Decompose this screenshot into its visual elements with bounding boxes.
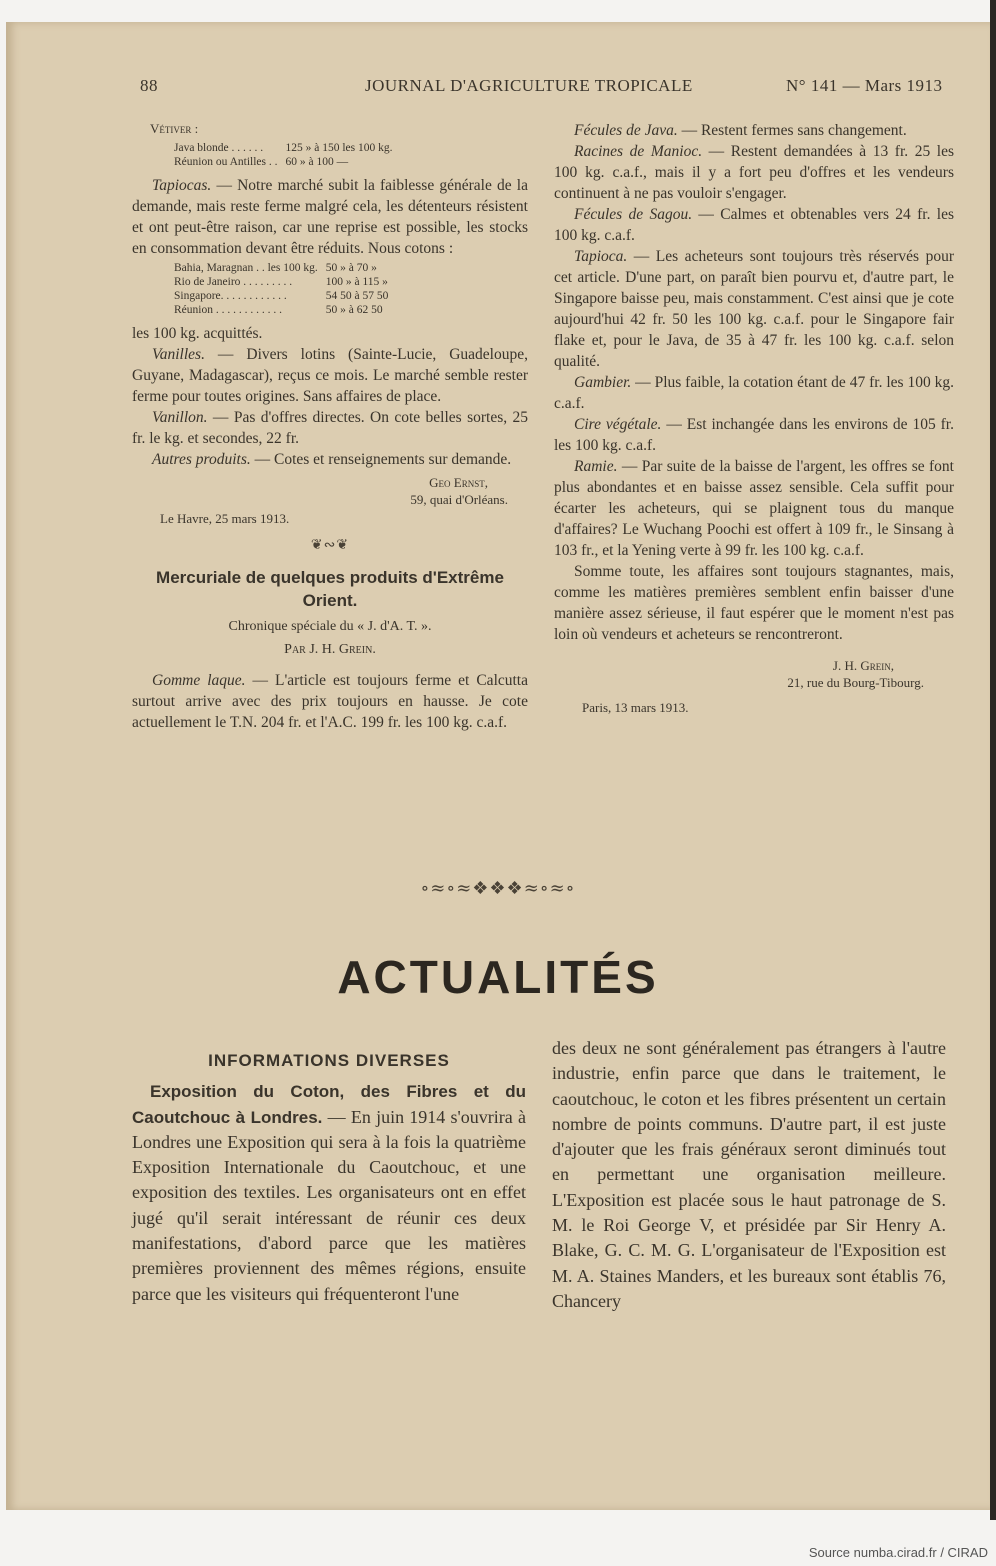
place-date: Le Havre, 25 mars 1913. — [160, 511, 290, 526]
text: — Plus faible, la cotation étant de 47 fr. les 100 kg. c.a.f. — [554, 374, 954, 412]
lead: Fécules de Sagou. — [574, 206, 693, 223]
signature-name: Geo Ernst, — [429, 475, 488, 490]
tapioca-table — [170, 261, 392, 317]
place-date: Paris, 13 mars 1913. — [582, 700, 689, 715]
text: — Calmes et obtenables vers 24 fr. les 100 kg. c.a.f. — [554, 206, 954, 244]
gomme-paragraph — [132, 670, 528, 733]
chronique-line: Chronique spéciale du « J. d'A. T. ». — [228, 619, 432, 634]
cell: Java blonde . . . . . . — [174, 142, 264, 154]
text: Somme toute, les affaires sont toujours stagnantes, mais, comme les matières premières semblent enfin baisser d'une manière assez sérieuse, il faut espérer que le moment n'est pas loin où vendeurs et acheteurs se rencontreront. — [554, 563, 954, 643]
lead: Fécules de Java. — [574, 122, 678, 139]
actualites-title: ACTUALITÉS — [337, 951, 659, 1003]
divider-ornament-icon: ∘≈∘≈❖❖❖≈∘≈∘ — [420, 878, 576, 899]
cell: 60 » à 100 — — [285, 156, 349, 168]
cell: 50 » à 70 » — [325, 262, 377, 274]
vanillon-paragraph — [132, 407, 528, 449]
journal-title: JOURNAL D'AGRICULTURE TROPICALE — [365, 76, 693, 95]
tapiocas-paragraph — [132, 175, 528, 259]
cell: 50 » à 62 50 — [325, 304, 383, 316]
lead: Racines de Manioc. — [574, 143, 703, 160]
table-row — [170, 289, 392, 303]
paragraph — [554, 120, 954, 141]
lead: Gomme laque. — [152, 672, 246, 689]
address: 21, rue du Bourg-Tibourg. — [787, 675, 924, 690]
cell: 100 » à 115 » — [325, 276, 388, 288]
paragraph — [554, 456, 954, 561]
signature — [132, 474, 528, 491]
cell: Réunion . . . . . . . . . . . . — [174, 304, 282, 316]
table-row — [170, 141, 397, 155]
book-spine — [990, 0, 996, 1520]
cell: Rio de Janeiro . . . . . . . . . — [174, 276, 293, 288]
vetiver-table — [170, 141, 397, 169]
author-line: Par J. H. Grein. — [284, 642, 376, 657]
paragraph — [554, 561, 954, 645]
actualites-right-column — [552, 1036, 946, 1314]
lead: Vanillon. — [152, 409, 208, 426]
table-row — [170, 303, 392, 317]
text: — L'article est toujours ferme et Calcutta surtout arrive avec des prix toujours en hausse. Je cote actuellement le T.N. 204 fr. et l'A.C. 199 fr. les 100 kg. c.a.f. — [132, 672, 528, 731]
article-continuation: des deux ne sont généralement pas étrangers à l'autre industrie, enfin parce que dans le traitement, le caoutchouc, le coton et les fibres présentent un certain nombre de points communs. D'autre part, il est juste d'ajouter que les frais généraux seront diminués tout en permettant une organisation meilleure. L'Exposition est placée sous le haut patronage de S. M. le Roi George V, et présidée par Sir Henry A. Blake, G. C. M. G. L'organisateur de l'Exposition est M. A. Staines Manders, et les bureaux sont établis 76, Chancery — [552, 1038, 946, 1311]
text: — Par suite de la baisse de l'argent, les offres se font plus abondantes et en baisse assez sensible. Cela suffit pour écarter les acheteurs, qui se plaignent tous du manque d'affaires? Le Wuchang Poochi est offert à 109 fr., le Sinsang à 103 fr., et la Yening verte à 99 fr. les 100 kg. c.a.f. — [554, 458, 954, 559]
article-paragraph — [132, 1079, 526, 1307]
ornament-icon: ❦∾❦ — [310, 538, 350, 553]
vetiver-heading: Vétiver : — [150, 121, 199, 136]
cell: Bahia, Maragnan . . les 100 kg. — [174, 262, 318, 274]
lead: Cire végétale. — [574, 416, 662, 433]
issue-info: N° 141 — Mars 1913 — [786, 76, 943, 95]
left-column — [132, 118, 528, 733]
table-row — [170, 261, 392, 275]
cell: Singapore. . . . . . . . . . . . — [174, 290, 287, 302]
paragraph — [554, 246, 954, 372]
signature-name: J. H. Grein, — [832, 658, 894, 673]
paragraph — [554, 372, 954, 414]
table-row — [170, 275, 392, 289]
lead: Gambier. — [574, 374, 632, 391]
paragraph — [554, 204, 954, 246]
section-title: Mercuriale de quelques produits d'Extrême Orient. — [156, 568, 504, 610]
actualites-left-column — [132, 1048, 526, 1307]
text: — Notre marché subit la faiblesse générale de la demande, mais reste ferme malgré cela, les détenteurs résistent et ont peut-être raison, car une reprise est possible, les stocks en consommation devant être réduits. Nous cotons : — [132, 177, 528, 257]
text: — Est inchangée dans les environs de 105 fr. les 100 kg. c.a.f. — [554, 416, 954, 454]
lead: Autres produits. — [152, 451, 251, 468]
lead: Tapiocas. — [152, 177, 212, 194]
cell: 54 50 à 57 50 — [325, 290, 389, 302]
cell: Réunion ou Antilles . . — [174, 156, 278, 168]
text: — Cotes et renseignements sur demande. — [250, 451, 512, 468]
text: — En juin 1914 s'ouvrira à Londres une Exposition qui sera à la fois la quatrième Exposition Internationale du Caoutchouc, et une exposition des textiles. Les organisateurs ont en effet jugé qu'il serait intéressant de réunir ces deux manifestations, d'abord parce que les matières premières proviennent des mêmes régions, ensuite parce que les visiteurs qui fréquenteront l'une — [132, 1106, 526, 1304]
address: 59, quai d'Orléans. — [410, 492, 508, 507]
right-column — [554, 120, 954, 718]
lead: Ramie. — [574, 458, 618, 475]
lead: Vanilles. — [152, 346, 205, 363]
source-caption: Source numba.cirad.fr / CIRAD — [808, 1545, 988, 1560]
paragraph — [554, 414, 954, 456]
text: — Pas d'offres directes. On cote belles sortes, 25 fr. le kg. et secondes, 22 fr. — [132, 409, 528, 447]
lead: Tapioca. — [574, 248, 628, 265]
subtitle: INFORMATIONS DIVERSES — [208, 1051, 450, 1070]
vanilles-paragraph — [132, 344, 528, 407]
table-row — [170, 155, 397, 169]
page-number: 88 — [140, 76, 158, 95]
text: — Restent fermes sans changement. — [677, 122, 907, 139]
autres-paragraph — [132, 449, 528, 470]
text: — Les acheteurs sont toujours très réservés pour cet article. D'une part, on paraît bien pourvu et, d'autre part, le Singapore baisse peu, mais constamment. C'est ainsi que je cote aujourd'hui 42 fr. 50 les 100 kg. c.a.f. pour le Singapore fair flake et, pour le Java, de 35 à 47 fr. les 100 kg. c.a.f. selon qualité. — [554, 248, 954, 370]
article-lead: Exposition du Coton, des Fibres et du Caoutchouc à Londres. — [132, 1082, 526, 1127]
text: — Restent demandées à 13 fr. 25 les 100 kg. c.a.f., mais il y a fort peu d'offres et les vendeurs continuent à ne pas vouloir s'engager. — [554, 143, 954, 202]
cell: 125 » à 150 les 100 kg. — [285, 142, 393, 154]
text: — Divers lotins (Sainte-Lucie, Guadeloupe, Guyane, Madagascar), reçus ce mois. Le marché semble rester ferme pour toutes origines. Sans affaires de place. — [132, 346, 528, 405]
paragraph — [554, 141, 954, 204]
signature — [554, 657, 954, 674]
acquittes-line: les 100 kg. acquittés. — [132, 325, 263, 342]
